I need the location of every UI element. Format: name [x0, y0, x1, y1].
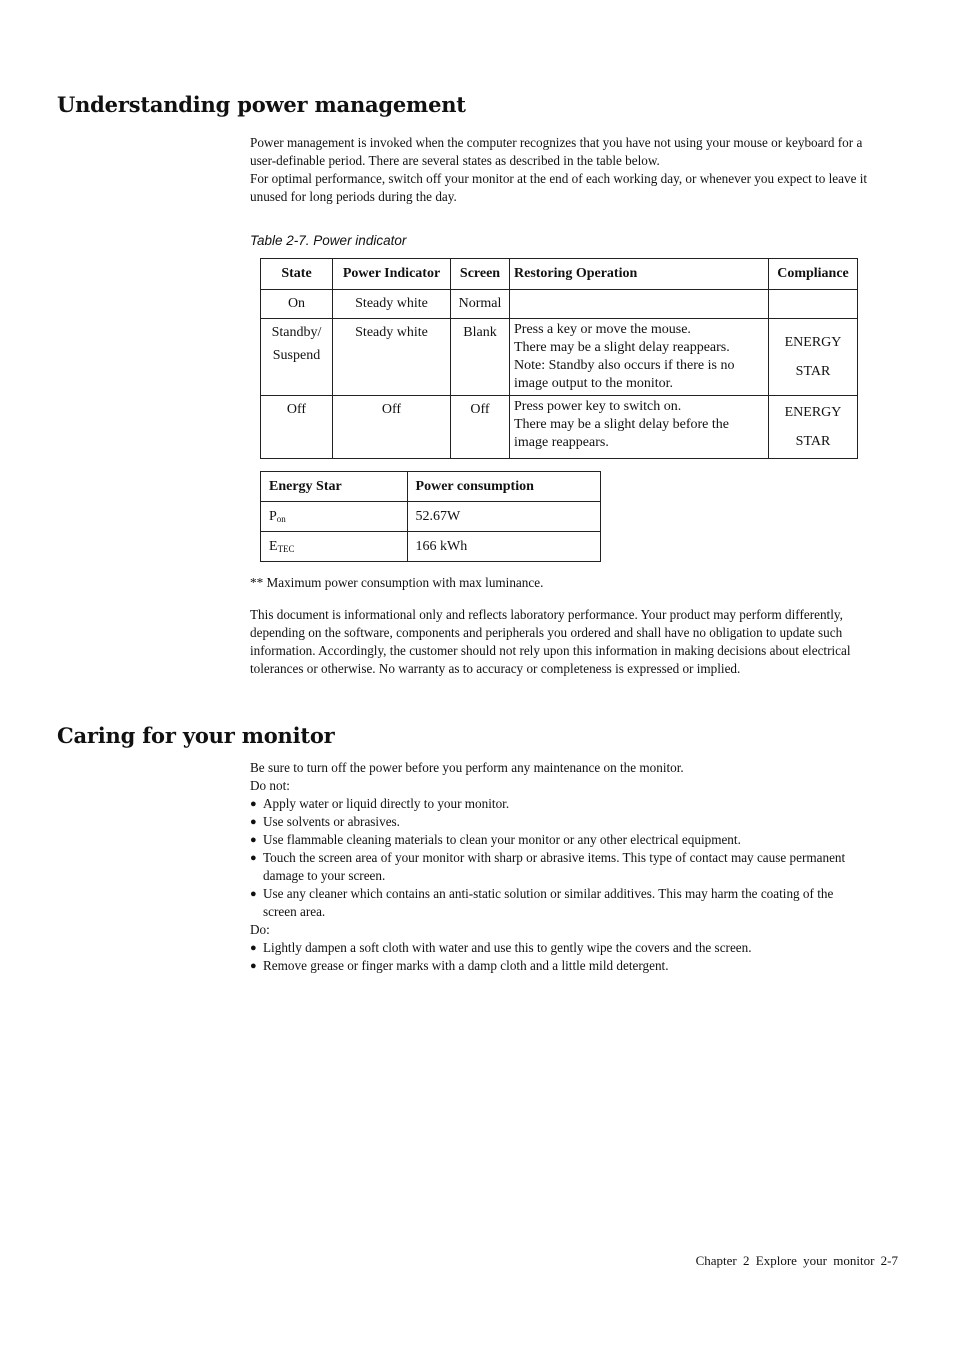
cell-screen: Normal [451, 290, 510, 319]
caring-intro: Be sure to turn off the power before you perform any maintenance on the monitor. [250, 760, 684, 775]
header-energy-star: Energy Star [261, 472, 408, 502]
footnote: ** Maximum power consumption with max luminance. [250, 575, 544, 590]
table-row [261, 532, 601, 562]
cell-indicator: Off [333, 396, 451, 459]
state-text: Standby/ [271, 325, 322, 340]
section-title-power-management: Understanding power management [57, 92, 466, 117]
table-row [261, 396, 858, 459]
header-state: State [261, 259, 333, 290]
metric-label: E [269, 538, 278, 554]
metric-subscript: TEC [277, 543, 295, 554]
cell-restoring [510, 396, 769, 459]
cell-metric [261, 532, 408, 562]
list-item: ● Use solvents or abrasives. [250, 813, 870, 831]
disclaimer: This document is informational only and reflects laboratory performance. Your product may perform differently, depending on the software, components and peripherals you ordered and shall have no obligation to update such information. Accordingly, the customer should not rely upon this information in making decisions about electrical tolerances or otherwise. No warranty as to accuracy or completeness is expressed or implied. [250, 607, 851, 676]
table-row [261, 502, 601, 532]
cell-value: 166 kWh [407, 532, 600, 562]
do-not-list [250, 795, 870, 921]
table-caption: Table 2-7. Power indicator [250, 233, 407, 248]
state-text: Suspend [272, 348, 321, 363]
cell-state [261, 319, 333, 396]
list-item: ● Touch the screen area of your monitor with sharp or abrasive items. This type of contact may cause permanent damage to your screen. [250, 849, 870, 885]
restoring-line: image reappears. [514, 435, 609, 450]
cell-restoring [510, 290, 769, 319]
restoring-line: There may be a slight delay reappears. [514, 340, 730, 355]
table-row [261, 319, 858, 396]
intro-paragraph: For optimal performance, switch off your monitor at the end of each working day, or whenever you expect to leave it unused for long periods during the day. [250, 171, 868, 204]
list-item: ● Remove grease or finger marks with a damp cloth and a little mild detergent. [250, 957, 870, 975]
cell-screen: Off [451, 396, 510, 459]
restoring-line: There may be a slight delay before the [514, 417, 729, 432]
do-not-label: Do not: [250, 778, 290, 793]
cell-compliance [769, 396, 858, 459]
metric-label: P [269, 508, 277, 524]
cell-indicator: Steady white [333, 319, 451, 396]
power-indicator-table [260, 258, 858, 459]
table-row [261, 290, 858, 319]
caring-content [250, 759, 870, 975]
cell-state [261, 290, 333, 319]
do-label: Do: [250, 922, 270, 937]
header-restoring-operation: Restoring Operation [510, 259, 769, 290]
restoring-line: Note: Standby also occurs if there is no [514, 358, 735, 373]
compliance-text: ENERGY [784, 405, 842, 420]
cell-restoring [510, 319, 769, 396]
intro-paragraph: Power management is invoked when the computer recognizes that you have not using your mouse or keyboard for a user-definable period. There are several states as described in the table below. [250, 135, 863, 168]
section-title-caring: Caring for your monitor [57, 723, 335, 748]
header-compliance: Compliance [769, 259, 858, 290]
power-management-intro [250, 134, 890, 206]
table-header-row [261, 472, 601, 502]
restoring-line: Press a key or move the mouse. [514, 322, 691, 337]
table-header-row [261, 259, 858, 290]
page-footer: Chapter 2 Explore your monitor 2-7 [695, 1253, 898, 1268]
restoring-line: image output to the monitor. [514, 376, 674, 391]
cell-value: 52.67W [407, 502, 600, 532]
cell-state: Off [261, 396, 333, 459]
list-item: ● Lightly dampen a soft cloth with water and use this to gently wipe the covers and the screen. [250, 939, 870, 957]
list-item: ● Apply water or liquid directly to your monitor. [250, 795, 870, 813]
compliance-text: STAR [795, 434, 831, 449]
energy-star-table [260, 471, 601, 562]
list-item: ● Use any cleaner which contains an anti-static solution or similar additives. This may harm the coating of the screen area. [250, 885, 870, 921]
header-power-consumption: Power consumption [407, 472, 600, 502]
list-item: ● Use flammable cleaning materials to clean your monitor or any other electrical equipment. [250, 831, 870, 849]
cell-indicator: Steady white [333, 290, 451, 319]
header-screen: Screen [451, 259, 510, 290]
metric-subscript: on [276, 513, 286, 524]
cell-screen: Blank [451, 319, 510, 396]
restoring-line: Press power key to switch on. [514, 399, 682, 414]
compliance-text: ENERGY [784, 335, 842, 350]
cell-metric [261, 502, 408, 532]
cell-compliance [769, 290, 858, 319]
do-list [250, 939, 870, 975]
cell-compliance [769, 319, 858, 396]
state-text: On [287, 296, 306, 311]
compliance-text: STAR [795, 364, 831, 379]
header-power-indicator: Power Indicator [333, 259, 451, 290]
